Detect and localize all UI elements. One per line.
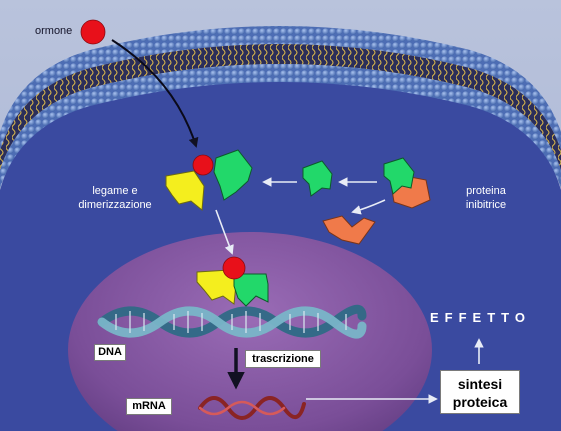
hormone-molecule-extracellular (81, 20, 105, 44)
label-proteina-line2: inibitrice (465, 199, 507, 211)
label-proteina-line1: proteina (466, 185, 506, 197)
hormone-molecule-bound (193, 155, 213, 175)
label-sintesi-line2: proteica (452, 394, 508, 410)
label-sintesi-line1: sintesi (457, 376, 503, 392)
label-ormone: ormone (35, 25, 73, 37)
label-trascrizione: trascrizione (245, 350, 321, 368)
label-dna: DNA (94, 344, 126, 361)
label-legame-line1: legame e (92, 185, 138, 197)
label-proteina-inibitrice (447, 184, 525, 212)
label-effetto: EFFETTO (430, 310, 531, 325)
label-legame-dimerizzazione (70, 184, 160, 212)
hormone-molecule-nucleus (223, 257, 245, 279)
label-legame-line2: dimerizzazione (78, 199, 152, 211)
label-mrna: mRNA (126, 398, 172, 415)
label-sintesi-proteica (440, 370, 520, 414)
